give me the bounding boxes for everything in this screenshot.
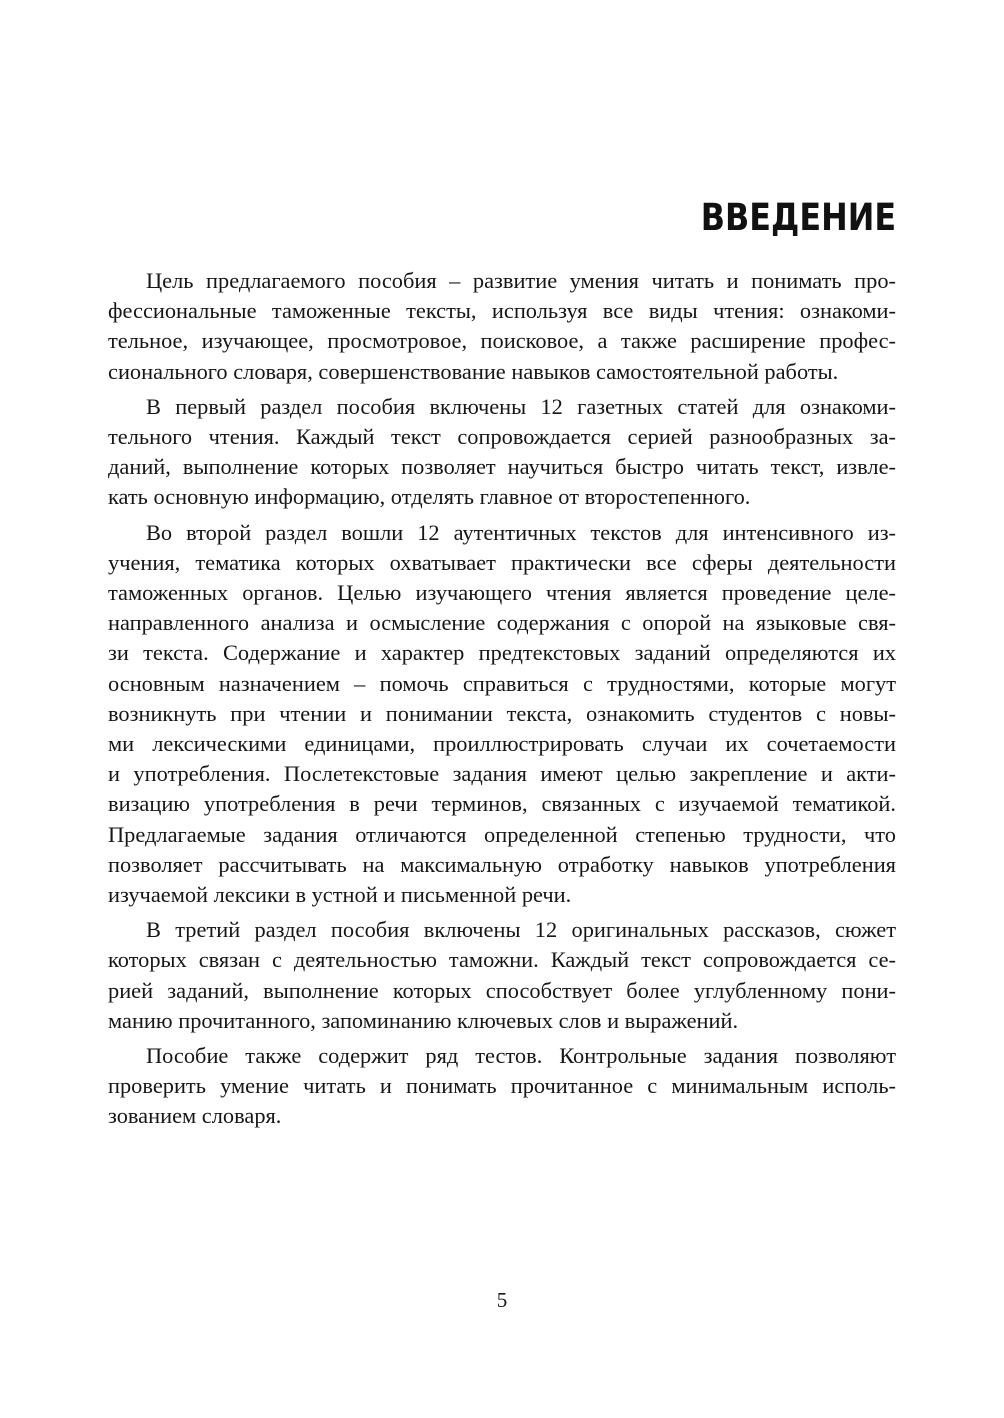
text-line: В первый раздел пособия включены 12 газетных статей для ознакоми- bbox=[146, 393, 896, 419]
text-line: и употребления. Послетекстовые задания имеют целью закрепление и акти- bbox=[108, 761, 896, 787]
text-line: основным назначением – помочь справиться с трудностями, которые могут bbox=[108, 670, 896, 696]
text-line: направленного анализа и осмысление содержания с опорой на языковые свя- bbox=[108, 610, 896, 636]
text-line: которых связан с деятельностью таможни. Каждый текст сопровождается се- bbox=[108, 947, 896, 973]
text-line: манию прочитанного, запоминанию ключевых слов и выражений. bbox=[108, 1007, 739, 1033]
text-line: ми лексическими единицами, проиллюстрировать случаи их сочетаемости bbox=[108, 731, 896, 757]
text-line: учения, тематика которых охватывает практически все сферы деятельности bbox=[108, 549, 896, 575]
paragraph-2 bbox=[108, 392, 896, 513]
page-title: ВВЕДЕНИЕ bbox=[700, 196, 896, 239]
text-line: зи текста. Содержание и характер предтекстовых заданий определяются их bbox=[108, 640, 896, 666]
text-line: тельное, изучающее, просмотровое, поисковое, а также расширение профес- bbox=[108, 328, 896, 354]
text-line: даний, выполнение которых позволяет научиться быстро читать текст, извле- bbox=[108, 454, 896, 480]
text-line: В третий раздел пособия включены 12 оригинальных рассказов, сюжет bbox=[146, 917, 896, 943]
text-line: тельного чтения. Каждый текст сопровождается серией разнообразных за- bbox=[108, 424, 896, 450]
paragraph-4 bbox=[108, 915, 896, 1036]
text-line: рией заданий, выполнение которых способствует более углубленному пони- bbox=[108, 977, 896, 1003]
page-number: 5 bbox=[496, 1288, 508, 1312]
paragraph-3 bbox=[108, 518, 896, 911]
paragraph-5 bbox=[108, 1041, 896, 1132]
text-line: Цель предлагаемого пособия – развитие умения читать и понимать про- bbox=[146, 268, 896, 293]
text-line: фессиональные таможенные тексты, используя все виды чтения: ознакоми- bbox=[108, 298, 896, 324]
text-line: визацию употребления в речи терминов, связанных с изучаемой тематикой. bbox=[108, 791, 896, 817]
text-line: зованием словаря. bbox=[108, 1103, 282, 1129]
text-line: кать основную информацию, отделять главное от второстепенного. bbox=[108, 484, 751, 510]
text-line: Предлагаемые задания отличаются определенной степенью трудности, что bbox=[108, 821, 896, 847]
text-line: Пособие также содержит ряд тестов. Контрольные задания позволяют bbox=[146, 1043, 896, 1069]
text-line: проверить умение читать и понимать прочитанное с минимальным исполь- bbox=[108, 1073, 896, 1099]
paragraph-1 bbox=[108, 266, 896, 387]
text-line: сионального словаря, совершенствование навыков самостоятельной работы. bbox=[108, 358, 839, 384]
text-line: изучаемой лексики в устной и письменной речи. bbox=[108, 882, 572, 908]
text-line: Во второй раздел вошли 12 аутентичных текстов для интенсивного из- bbox=[146, 519, 896, 545]
text-line: таможенных органов. Целью изучающего чтения является проведение целе- bbox=[108, 580, 896, 606]
text-line: возникнуть при чтении и понимании текста, ознакомить студентов с новы- bbox=[108, 700, 896, 726]
text-line: позволяет рассчитывать на максимальную отработку навыков употребления bbox=[108, 851, 896, 877]
introduction-body bbox=[108, 266, 896, 1132]
